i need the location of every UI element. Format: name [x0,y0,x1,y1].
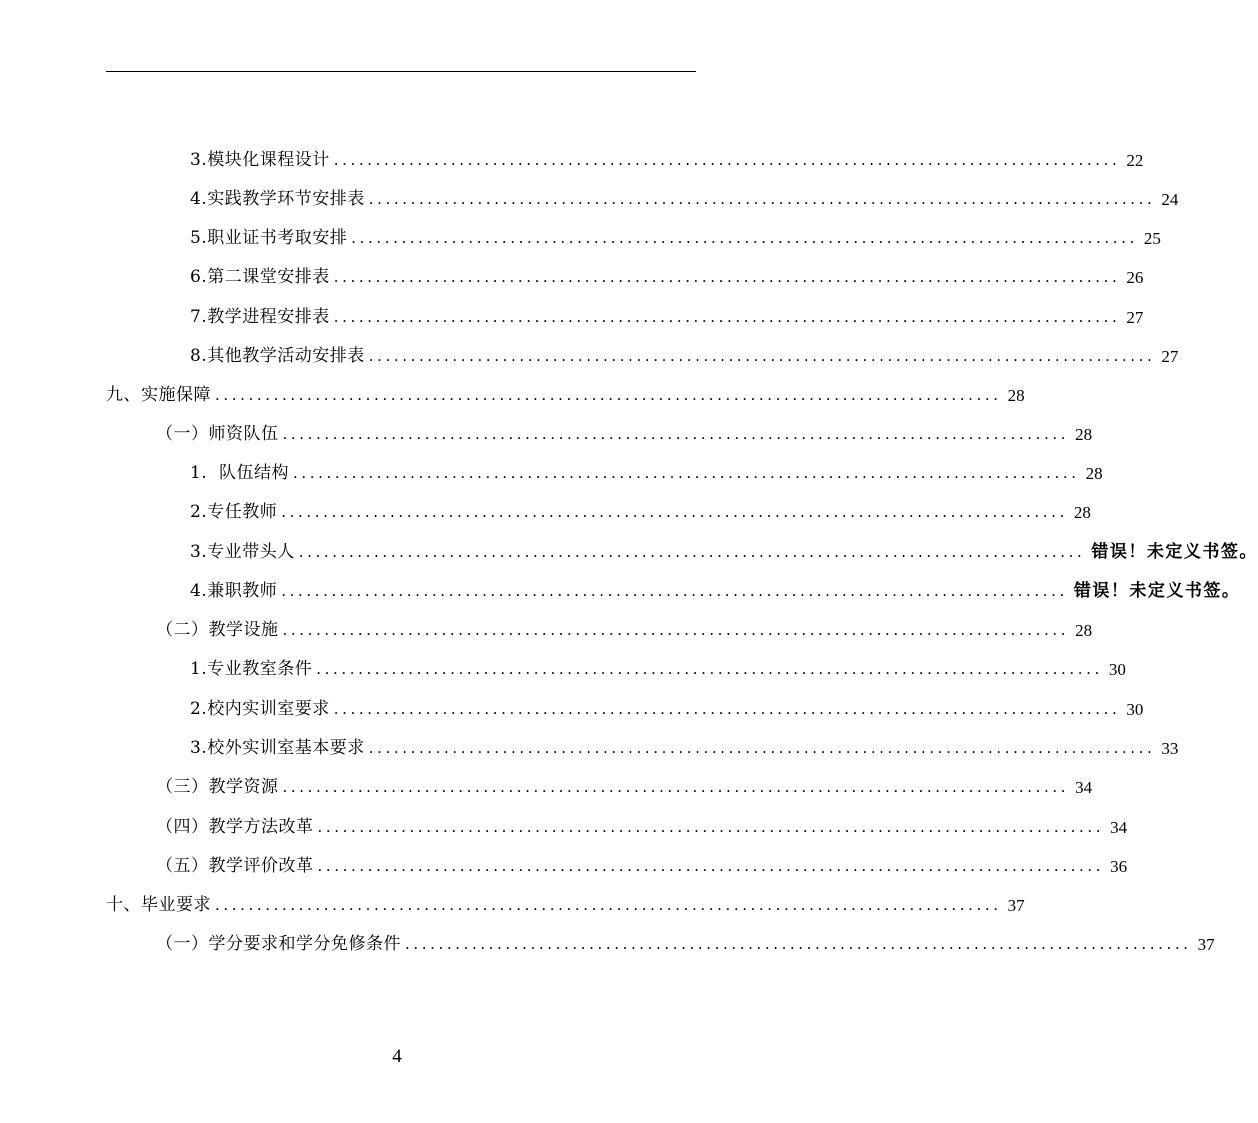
toc-entry-page: 34 [1075,778,1093,797]
toc-entry[interactable] [190,533,1258,572]
toc-entry-page: 24 [1161,190,1179,209]
toc-entry[interactable] [190,180,1179,219]
toc-entry[interactable] [106,886,1025,925]
toc-entry-label: 3.专业带头人 [190,542,295,562]
toc-entry-page: 26 [1126,268,1144,287]
toc-entry[interactable] [190,219,1161,258]
toc-leader: .............................................................................................. [368,190,1156,208]
toc-entry[interactable] [190,454,1103,493]
toc-leader: .............................................................................................. [281,503,1068,521]
toc-entry[interactable] [190,690,1144,729]
toc-entry[interactable] [156,768,1093,807]
toc-entry-label: 6.第二课堂安排表 [190,267,330,287]
toc-leader: .............................................................................................. [282,621,1070,639]
toc-entry-page: 36 [1110,857,1128,876]
toc-entry-label: 8.其他教学活动安排表 [190,346,365,366]
toc-entry-page: 30 [1108,660,1126,679]
toc-entry-label: （五）教学评价改革 [156,856,314,876]
toc-entry-page: 28 [1075,425,1093,444]
toc-entry[interactable] [190,572,1241,611]
toc-entry-page: 28 [1073,503,1091,522]
toc-entry-page: 27 [1161,347,1179,366]
toc-leader: .............................................................................................. [298,543,1086,561]
toc-entry[interactable] [190,258,1144,297]
toc-entry-error: 错误！未定义书签。 [1073,581,1241,601]
toc-entry-page: 28 [1075,621,1093,640]
toc-entry-label: （一）师资队伍 [156,424,279,444]
toc-entry[interactable] [156,925,1215,964]
toc-entry-label: 4.实践教学环节安排表 [190,189,365,209]
toc-leader: .............................................................................................. [215,896,1002,914]
toc-entry-page: 34 [1110,818,1128,837]
toc-entry-label: 2.校内实训室要求 [190,699,330,719]
toc-entry-page: 28 [1007,386,1025,405]
toc-leader: .............................................................................................. [333,268,1121,286]
toc-entry-page: 27 [1126,308,1144,327]
toc-entry-label: 1. 队伍结构 [190,463,290,483]
header-rule [106,71,696,72]
toc-leader: .............................................................................................. [281,582,1068,600]
toc-leader: .............................................................................................. [293,464,1080,482]
toc-entry-label: （二）教学设施 [156,620,279,640]
toc-entry-label: 1.专业教室条件 [190,659,313,679]
toc-entry-page: 28 [1085,464,1103,483]
toc-entry-label: （一）学分要求和学分免修条件 [156,934,401,954]
toc-entry[interactable] [190,650,1126,689]
toc-entry-label: 5.职业证书考取安排 [190,228,348,248]
toc-entry[interactable] [156,847,1128,886]
toc-entry[interactable] [190,729,1179,768]
toc-leader: .............................................................................................. [351,229,1138,247]
toc-leader: .............................................................................................. [333,151,1121,169]
toc-entry-page: 37 [1197,935,1215,954]
toc-entry[interactable] [190,141,1144,180]
page-number: 4 [392,1046,402,1067]
toc-entry[interactable] [156,611,1093,650]
toc-leader: .............................................................................................. [368,347,1156,365]
toc-entry-label: 3.校外实训室基本要求 [190,738,365,758]
toc-entry-page: 22 [1126,151,1144,170]
toc-leader: .............................................................................................. [282,425,1070,443]
toc-entry[interactable] [156,415,1093,454]
toc-leader: .............................................................................................. [317,818,1105,836]
toc-entry[interactable] [190,298,1144,337]
toc-entry-page: 33 [1161,739,1179,758]
toc-leader: .............................................................................................. [316,660,1103,678]
toc-entry-error: 错误！未定义书签。 [1091,542,1258,562]
toc-entry-label: （三）教学资源 [156,777,279,797]
toc-entry-label: 十、毕业要求 [106,895,211,915]
toc-entry-label: 2.专任教师 [190,502,278,522]
toc-entry-label: （四）教学方法改革 [156,817,314,837]
toc-entry-label: 4.兼职教师 [190,581,278,601]
toc-leader: .............................................................................................. [405,935,1192,953]
toc-leader: .............................................................................................. [368,739,1156,757]
toc-entry[interactable] [156,808,1128,847]
toc-entry-page: 25 [1143,229,1161,248]
toc-entry-page: 30 [1126,700,1144,719]
toc-entry[interactable] [106,376,1025,415]
toc-leader: .............................................................................................. [333,700,1121,718]
toc-leader: .............................................................................................. [282,778,1070,796]
toc-leader: .............................................................................................. [333,308,1121,326]
toc-entry-label: 3.模块化课程设计 [190,150,330,170]
toc-entry-label: 九、实施保障 [106,385,211,405]
toc-entry[interactable] [190,493,1091,532]
toc-entry-page: 37 [1007,896,1025,915]
toc-leader: .............................................................................................. [215,386,1002,404]
toc-leader: .............................................................................................. [317,857,1105,875]
toc-entry[interactable] [190,337,1179,376]
toc-entry-label: 7.教学进程安排表 [190,307,330,327]
